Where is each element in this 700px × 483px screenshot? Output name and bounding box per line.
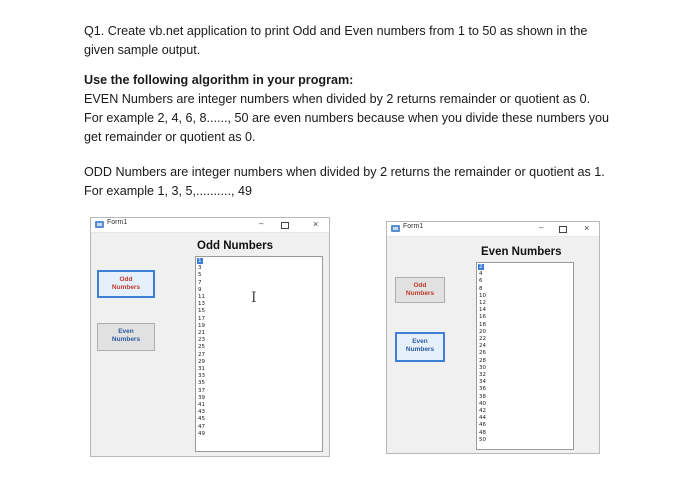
form-icon [95, 221, 104, 228]
odd-description-line: For example 1, 3, 5,.........., 49 [84, 184, 252, 198]
list-item[interactable]: 40 [479, 400, 486, 407]
list-item[interactable]: 34 [479, 379, 486, 386]
list-item[interactable]: 5 [198, 272, 202, 279]
list-item[interactable]: 35 [198, 380, 205, 387]
list-item[interactable]: 16 [479, 314, 486, 321]
list-item[interactable]: 44 [479, 415, 486, 422]
list-item[interactable]: 43 [198, 409, 205, 416]
list-item[interactable]: 49 [198, 430, 205, 437]
text-cursor-icon: I [251, 290, 257, 306]
list-item[interactable]: 21 [198, 330, 205, 336]
list-item[interactable]: 33 [198, 373, 205, 380]
question-text [84, 22, 587, 60]
maximize-icon[interactable] [281, 222, 289, 229]
list-item[interactable]: 13 [198, 301, 205, 308]
list-item[interactable]: 50 [479, 436, 486, 443]
list-heading: Even Numbers [481, 246, 562, 258]
window-title: Form1 [403, 223, 424, 230]
list-item[interactable]: 24 [479, 343, 486, 350]
list-item[interactable]: 36 [479, 386, 486, 393]
list-item[interactable]: 17 [198, 315, 205, 322]
list-item[interactable]: 41 [198, 402, 205, 408]
even-numbers-listbox[interactable] [476, 262, 574, 450]
list-item[interactable]: 38 [479, 393, 486, 400]
algorithm-line: get remainder or quotient as 0. [84, 130, 256, 144]
list-item[interactable]: 46 [479, 422, 486, 429]
odd-description [84, 163, 605, 201]
list-item[interactable]: 15 [198, 308, 205, 315]
list-item[interactable]: 2 [479, 264, 483, 270]
minimize-icon[interactable]: – [539, 223, 544, 232]
list-item[interactable]: 31 [198, 366, 205, 372]
list-item[interactable]: 7 [198, 279, 202, 286]
list-item[interactable]: 47 [198, 423, 205, 430]
list-item[interactable]: 9 [198, 286, 202, 293]
list-heading: Odd Numbers [197, 240, 274, 252]
list-item[interactable]: 14 [479, 307, 486, 314]
algorithm-heading: Use the following algorithm in your program: [84, 73, 354, 87]
list-item[interactable]: 39 [198, 394, 205, 401]
list-item[interactable]: 6 [479, 278, 483, 285]
form-icon [391, 225, 400, 232]
list-item[interactable]: 12 [479, 300, 486, 306]
even-numbers-button[interactable]: Even Numbers [97, 323, 155, 351]
odd-numbers-button[interactable]: Odd Numbers [395, 277, 445, 303]
list-item[interactable]: 20 [479, 328, 486, 335]
list-item[interactable]: 42 [479, 408, 486, 414]
window-title: Form1 [107, 219, 128, 226]
list-item[interactable]: 11 [198, 294, 205, 300]
list-item[interactable]: 28 [479, 357, 486, 364]
minimize-icon[interactable]: – [259, 219, 264, 228]
maximize-icon[interactable] [559, 226, 567, 233]
list-item[interactable]: 27 [198, 351, 205, 358]
title-bar[interactable] [91, 218, 329, 233]
list-item[interactable]: 22 [479, 336, 486, 342]
list-item[interactable]: 1 [198, 258, 202, 264]
odd-numbers-listbox[interactable] [195, 256, 323, 452]
list-item[interactable]: 10 [479, 292, 486, 299]
close-icon[interactable]: × [584, 223, 590, 233]
list-item[interactable]: 19 [198, 322, 205, 329]
list-item[interactable]: 30 [479, 364, 486, 371]
algorithm-line: For example 2, 4, 6, 8......, 50 are even numbers because when you divide these numbers you [84, 111, 610, 125]
close-icon[interactable]: × [313, 219, 319, 229]
question-line: Q1. Create vb.net application to print Odd and Even numbers from 1 to 50 as shown in the [84, 24, 588, 38]
even-numbers-button[interactable]: Even Numbers [395, 332, 445, 362]
form-window-odd [90, 217, 330, 457]
list-item[interactable]: 48 [479, 429, 486, 436]
title-bar[interactable] [387, 222, 599, 237]
list-item[interactable]: 3 [198, 265, 202, 272]
odd-description-line: ODD Numbers are integer numbers when divided by 2 returns the remainder or quotient as 1. [84, 165, 605, 179]
list-item[interactable]: 18 [479, 321, 486, 328]
odd-numbers-button[interactable]: Odd Numbers [97, 270, 155, 298]
question-line: given sample output. [84, 43, 201, 57]
algorithm-line: EVEN Numbers are integer numbers when divided by 2 returns remainder or quotient as 0. [84, 92, 591, 106]
algorithm-text [84, 71, 609, 147]
list-item[interactable]: 23 [198, 337, 205, 344]
form-window-even [386, 221, 600, 454]
list-item[interactable]: 45 [198, 416, 205, 423]
list-item[interactable]: 25 [198, 344, 205, 351]
list-item[interactable]: 32 [479, 372, 486, 378]
list-item[interactable]: 29 [198, 358, 205, 365]
list-item[interactable]: 37 [198, 387, 205, 394]
list-item[interactable]: 8 [479, 285, 483, 292]
list-item[interactable]: 26 [479, 350, 486, 357]
list-item[interactable]: 4 [479, 271, 483, 278]
